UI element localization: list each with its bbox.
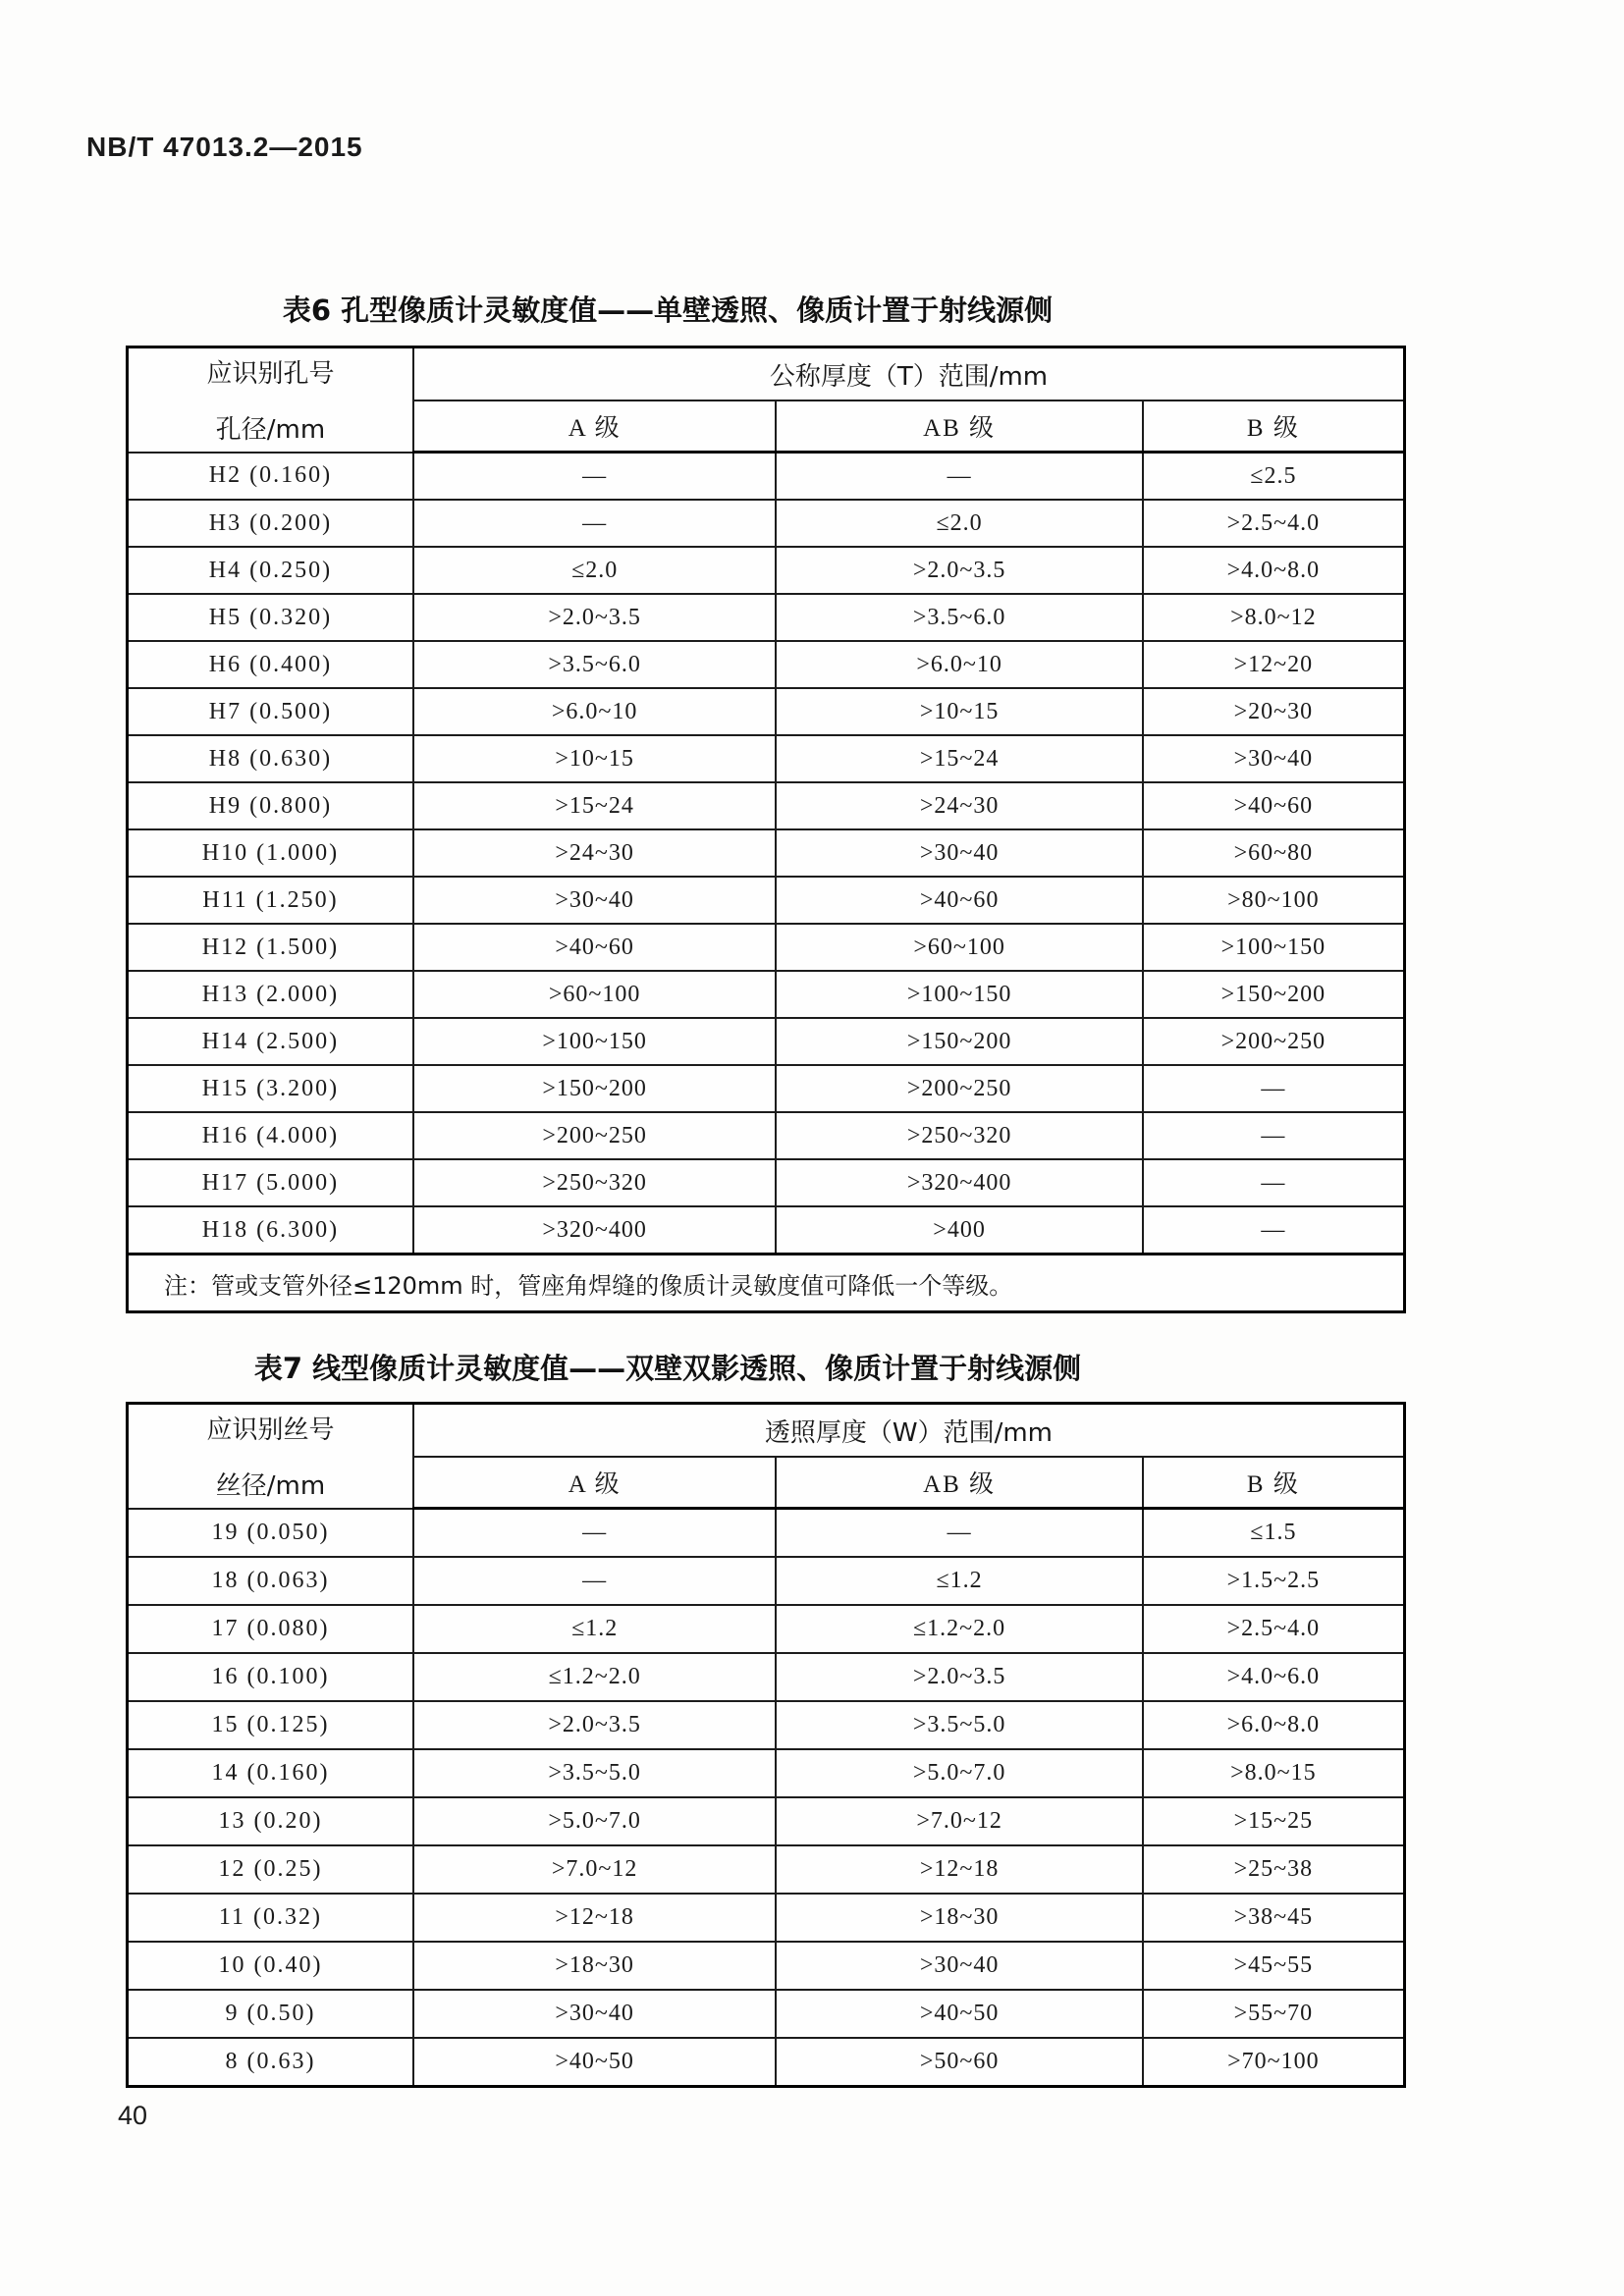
table-row	[128, 2038, 1405, 2087]
value-cell: —	[413, 1557, 776, 1605]
value-cell: >45~55	[1143, 1942, 1405, 1990]
value-cell: >3.5~5.0	[413, 1749, 776, 1797]
table-row	[128, 594, 1405, 641]
table7-grade-a-header: A 级	[413, 1457, 776, 1509]
value-cell: >80~100	[1143, 877, 1405, 924]
value-cell: >60~80	[1143, 829, 1405, 877]
value-cell: >1.5~2.5	[1143, 1557, 1405, 1605]
row-label-cell: H3 (0.200)	[128, 500, 413, 547]
value-cell: ≤1.2~2.0	[776, 1605, 1142, 1653]
table-row	[128, 735, 1405, 782]
row-label-cell: 11 (0.32)	[128, 1894, 413, 1942]
value-cell: >100~150	[776, 971, 1142, 1018]
row-label-cell: 16 (0.100)	[128, 1653, 413, 1701]
value-cell: >2.5~4.0	[1143, 500, 1405, 547]
table-row	[128, 453, 1405, 501]
value-cell: >8.0~12	[1143, 594, 1405, 641]
table7-header-row-1	[128, 1404, 1405, 1458]
value-cell: —	[1143, 1112, 1405, 1159]
value-cell: >8.0~15	[1143, 1749, 1405, 1797]
value-cell: >30~40	[776, 829, 1142, 877]
value-cell: >4.0~6.0	[1143, 1653, 1405, 1701]
table6-grade-b-header: B 级	[1143, 400, 1405, 453]
table-row	[128, 1112, 1405, 1159]
value-cell: —	[1143, 1159, 1405, 1206]
table-row	[128, 1653, 1405, 1701]
value-cell: >3.5~6.0	[413, 641, 776, 688]
table-row	[128, 1018, 1405, 1065]
table7-span-header: 透照厚度（W）范围/mm	[413, 1404, 1405, 1458]
row-label-cell: 10 (0.40)	[128, 1942, 413, 1990]
value-cell: >400	[776, 1206, 1142, 1255]
table7-title: 表7 线型像质计灵敏度值——双壁双影透照、像质计置于射线源侧	[253, 1352, 1082, 1385]
value-cell: >150~200	[413, 1065, 776, 1112]
value-cell: >40~50	[413, 2038, 776, 2087]
row-label-cell: 18 (0.063)	[128, 1557, 413, 1605]
value-cell: >30~40	[413, 1990, 776, 2038]
row-label-cell: 12 (0.25)	[128, 1845, 413, 1894]
row-label-cell: H10 (1.000)	[128, 829, 413, 877]
value-cell: >5.0~7.0	[413, 1797, 776, 1845]
row-label-cell: H18 (6.300)	[128, 1206, 413, 1255]
table-row	[128, 877, 1405, 924]
value-cell: ≤1.2	[413, 1605, 776, 1653]
value-cell: >24~30	[776, 782, 1142, 829]
table6-id-header-line2: 孔径/mm	[215, 415, 326, 446]
value-cell: >30~40	[776, 1942, 1142, 1990]
row-label-cell: H2 (0.160)	[128, 453, 413, 501]
value-cell: >15~24	[776, 735, 1142, 782]
value-cell: >3.5~5.0	[776, 1701, 1142, 1749]
row-label-cell: H17 (5.000)	[128, 1159, 413, 1206]
row-label-cell: H9 (0.800)	[128, 782, 413, 829]
value-cell: >12~18	[413, 1894, 776, 1942]
value-cell: >2.0~3.5	[413, 1701, 776, 1749]
value-cell: >250~320	[776, 1112, 1142, 1159]
value-cell: >6.0~8.0	[1143, 1701, 1405, 1749]
table-row	[128, 1701, 1405, 1749]
value-cell: >60~100	[413, 971, 776, 1018]
value-cell: >10~15	[413, 735, 776, 782]
value-cell: >15~25	[1143, 1797, 1405, 1845]
table-row	[128, 1749, 1405, 1797]
value-cell: >200~250	[413, 1112, 776, 1159]
value-cell: ≤1.2	[776, 1557, 1142, 1605]
value-cell: >200~250	[1143, 1018, 1405, 1065]
value-cell: >40~60	[413, 924, 776, 971]
row-label-cell: 19 (0.050)	[128, 1509, 413, 1558]
table-row	[128, 1894, 1405, 1942]
table-row	[128, 1159, 1405, 1206]
value-cell: >5.0~7.0	[776, 1749, 1142, 1797]
value-cell: —	[776, 1509, 1142, 1558]
table6-grade-a-header: A 级	[413, 400, 776, 453]
row-label-cell: H5 (0.320)	[128, 594, 413, 641]
table-row	[128, 924, 1405, 971]
row-label-cell: H16 (4.000)	[128, 1112, 413, 1159]
row-label-cell: H4 (0.250)	[128, 547, 413, 594]
value-cell: —	[413, 1509, 776, 1558]
table-row	[128, 1206, 1405, 1255]
row-label-cell: H6 (0.400)	[128, 641, 413, 688]
table-row	[128, 829, 1405, 877]
value-cell: >320~400	[776, 1159, 1142, 1206]
value-cell: >40~60	[776, 877, 1142, 924]
value-cell: —	[776, 453, 1142, 501]
value-cell: >7.0~12	[413, 1845, 776, 1894]
table6-id-header	[128, 347, 413, 453]
row-label-cell: 9 (0.50)	[128, 1990, 413, 2038]
table7	[126, 1402, 1406, 2088]
value-cell: >30~40	[413, 877, 776, 924]
table6-note-row	[128, 1255, 1405, 1312]
value-cell: >20~30	[1143, 688, 1405, 735]
table7-id-header	[128, 1404, 413, 1509]
value-cell: —	[413, 453, 776, 501]
value-cell: >200~250	[776, 1065, 1142, 1112]
page-number: 40	[118, 2101, 148, 2130]
value-cell: >60~100	[776, 924, 1142, 971]
value-cell: >30~40	[1143, 735, 1405, 782]
value-cell: >15~24	[413, 782, 776, 829]
table6-grade-ab-header: AB 级	[776, 400, 1142, 453]
value-cell: >18~30	[413, 1942, 776, 1990]
value-cell: >250~320	[413, 1159, 776, 1206]
row-label-cell: H14 (2.500)	[128, 1018, 413, 1065]
value-cell: >38~45	[1143, 1894, 1405, 1942]
table-row	[128, 1605, 1405, 1653]
value-cell: ≤2.0	[413, 547, 776, 594]
row-label-cell: H13 (2.000)	[128, 971, 413, 1018]
value-cell: ≤1.5	[1143, 1509, 1405, 1558]
value-cell: >10~15	[776, 688, 1142, 735]
value-cell: ≤2.5	[1143, 453, 1405, 501]
table-row	[128, 1845, 1405, 1894]
value-cell: >320~400	[413, 1206, 776, 1255]
table7-grade-ab-header: AB 级	[776, 1457, 1142, 1509]
value-cell: >18~30	[776, 1894, 1142, 1942]
value-cell: >2.5~4.0	[1143, 1605, 1405, 1653]
row-label-cell: H8 (0.630)	[128, 735, 413, 782]
value-cell: >40~50	[776, 1990, 1142, 2038]
table-row	[128, 971, 1405, 1018]
table7-id-header-line2: 丝径/mm	[215, 1471, 326, 1502]
value-cell: >6.0~10	[413, 688, 776, 735]
value-cell: >2.0~3.5	[776, 547, 1142, 594]
table-row	[128, 1065, 1405, 1112]
value-cell: >3.5~6.0	[776, 594, 1142, 641]
table-row	[128, 641, 1405, 688]
row-label-cell: H12 (1.500)	[128, 924, 413, 971]
value-cell: >70~100	[1143, 2038, 1405, 2087]
table6-title: 表6 孔型像质计灵敏度值——单壁透照、像质计置于射线源侧	[282, 294, 1054, 327]
value-cell: —	[413, 500, 776, 547]
value-cell: >40~60	[1143, 782, 1405, 829]
row-label-cell: H11 (1.250)	[128, 877, 413, 924]
table6	[126, 346, 1406, 1313]
value-cell: >4.0~8.0	[1143, 547, 1405, 594]
value-cell: >150~200	[1143, 971, 1405, 1018]
value-cell: >25~38	[1143, 1845, 1405, 1894]
table-row	[128, 688, 1405, 735]
value-cell: >100~150	[1143, 924, 1405, 971]
value-cell: —	[1143, 1206, 1405, 1255]
row-label-cell: H15 (3.200)	[128, 1065, 413, 1112]
value-cell: —	[1143, 1065, 1405, 1112]
table7-body	[128, 1509, 1405, 2087]
table7-id-header-line1: 应识别丝号	[206, 1415, 335, 1446]
table-row	[128, 547, 1405, 594]
table6-span-header: 公称厚度（T）范围/mm	[413, 347, 1405, 401]
value-cell: >55~70	[1143, 1990, 1405, 2038]
table-row	[128, 1797, 1405, 1845]
value-cell: >2.0~3.5	[776, 1653, 1142, 1701]
value-cell: >7.0~12	[776, 1797, 1142, 1845]
table-row	[128, 782, 1405, 829]
table-row	[128, 1990, 1405, 2038]
value-cell: ≤2.0	[776, 500, 1142, 547]
value-cell: >50~60	[776, 2038, 1142, 2087]
table-row	[128, 1557, 1405, 1605]
table-row	[128, 1509, 1405, 1558]
value-cell: >12~18	[776, 1845, 1142, 1894]
table7-grade-b-header: B 级	[1143, 1457, 1405, 1509]
row-label-cell: 17 (0.080)	[128, 1605, 413, 1653]
value-cell: >6.0~10	[776, 641, 1142, 688]
table6-header-row-1	[128, 347, 1405, 401]
row-label-cell: 15 (0.125)	[128, 1701, 413, 1749]
value-cell: >2.0~3.5	[413, 594, 776, 641]
row-label-cell: 8 (0.63)	[128, 2038, 413, 2087]
table6-note: 注：管或支管外径≤120mm 时，管座角焊缝的像质计灵敏度值可降低一个等级。	[128, 1255, 1405, 1312]
value-cell: ≤1.2~2.0	[413, 1653, 776, 1701]
row-label-cell: H7 (0.500)	[128, 688, 413, 735]
table6-body	[128, 453, 1405, 1255]
row-label-cell: 13 (0.20)	[128, 1797, 413, 1845]
row-label-cell: 14 (0.160)	[128, 1749, 413, 1797]
value-cell: >150~200	[776, 1018, 1142, 1065]
value-cell: >12~20	[1143, 641, 1405, 688]
value-cell: >24~30	[413, 829, 776, 877]
table-row	[128, 1942, 1405, 1990]
table-row	[128, 500, 1405, 547]
standard-number: NB/T 47013.2—2015	[86, 132, 363, 162]
table6-id-header-line1: 应识别孔号	[206, 359, 335, 390]
value-cell: >100~150	[413, 1018, 776, 1065]
